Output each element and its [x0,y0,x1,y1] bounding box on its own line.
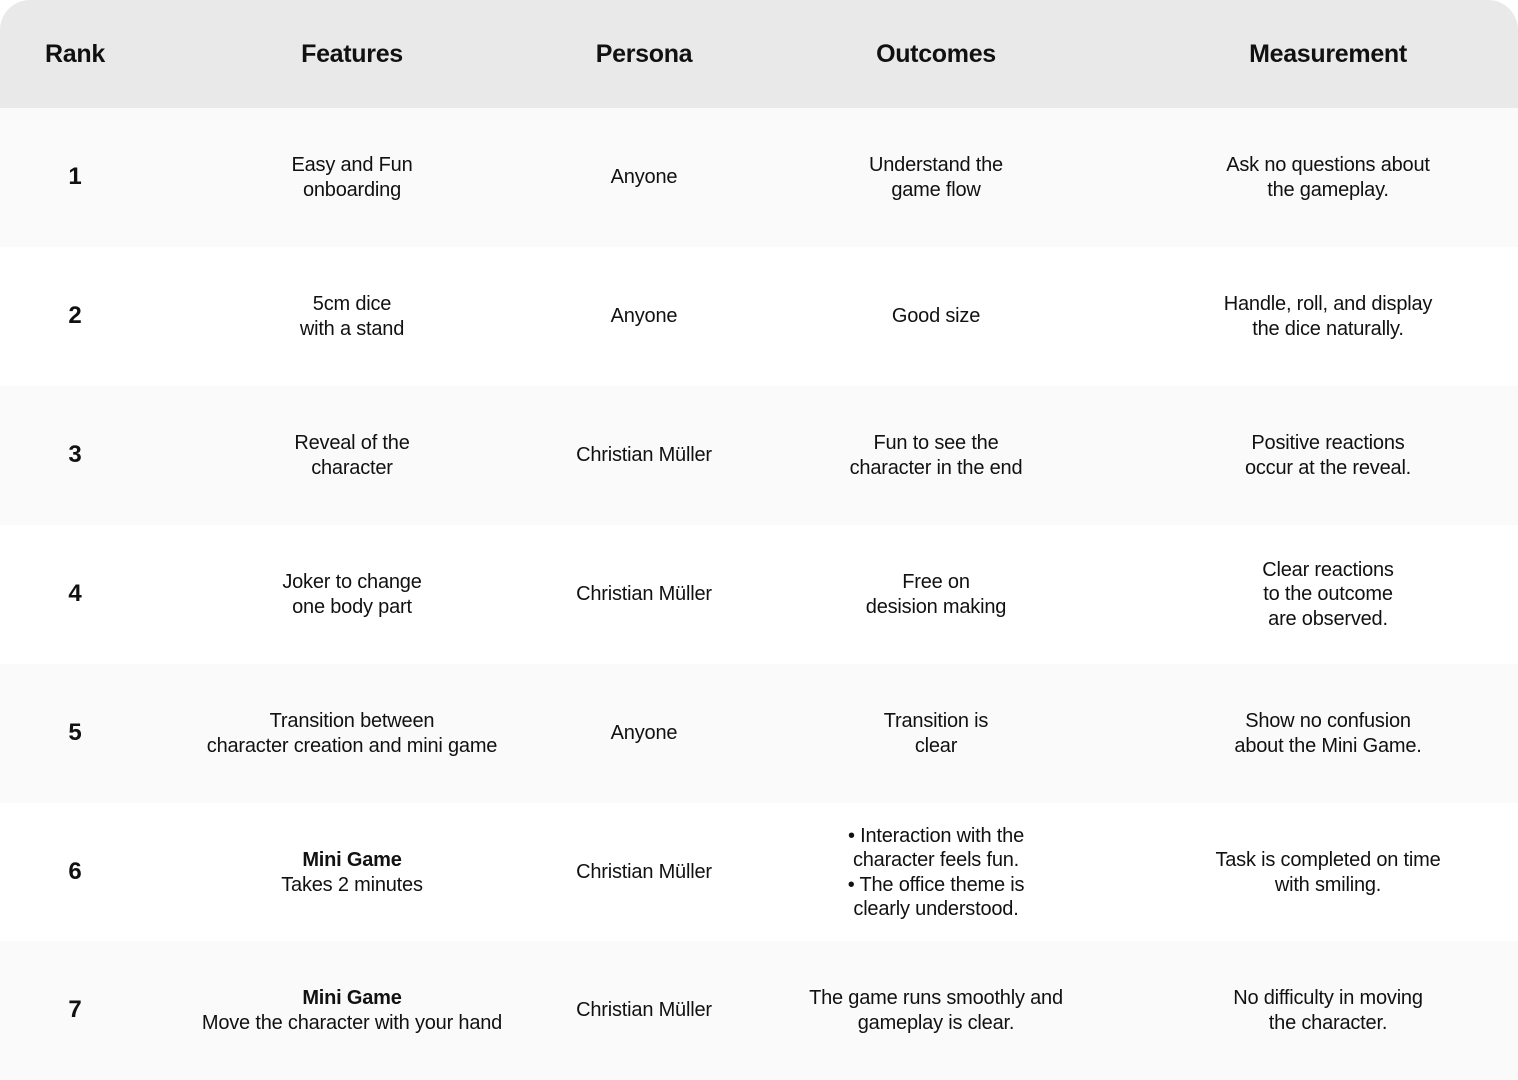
header-measurement: Measurement [1249,39,1407,68]
table-row [0,247,1518,386]
features-cell [150,247,554,386]
features-title: Mini Game [302,849,402,871]
features-cell [150,386,554,525]
measurement-cell [1138,803,1518,942]
measurement-line: the gameplay. [1267,178,1389,201]
persona-cell: Anyone [610,305,678,328]
features-line: character creation and mini game [206,734,498,757]
features-title: Mini Game [302,987,402,1009]
measurement-line: Show no confusion [1245,710,1411,732]
header-persona: Persona [595,39,693,68]
measurement-line: are observed. [1268,607,1388,630]
measurement-cell [1138,525,1518,664]
outcomes-line: character feels fun. [852,849,1020,871]
outcomes-cell [734,386,1138,525]
features-line: Move the character with your hand [201,1011,503,1034]
rank-cell: 6 [68,858,82,886]
outcomes-cell [734,247,1138,386]
header-features: Features [301,39,403,68]
features-cell [150,941,554,1080]
table-row [0,941,1518,1080]
rank-cell: 4 [68,580,82,608]
outcomes-line: Understand the [869,154,1003,176]
measurement-line: Task is completed on time [1215,849,1441,871]
measurement-line: to the outcome [1263,583,1393,606]
measurement-line: Ask no questions about [1226,154,1430,176]
measurement-line: Handle, roll, and display [1223,293,1433,315]
outcomes-line: Good size [891,305,981,328]
features-line: character [311,456,393,479]
table-row [0,664,1518,803]
outcomes-cell [734,803,1138,942]
features-line: Reveal of the [294,432,410,454]
measurement-cell [1138,247,1518,386]
persona-cell: Christian Müller [576,861,712,884]
table-row [0,386,1518,525]
features-line: Transition between [269,710,435,732]
header-outcomes: Outcomes [876,39,996,68]
features-line: Takes 2 minutes [281,873,423,896]
measurement-line: with smiling. [1274,873,1382,896]
outcomes-cell [734,941,1138,1080]
outcomes-bullet: • Interaction with the [847,824,1024,847]
measurement-cell [1138,941,1518,1080]
outcomes-bullet: • The office theme is [847,873,1025,896]
outcomes-cell [734,664,1138,803]
outcomes-line: Free on [902,571,970,593]
persona-cell: Christian Müller [576,583,712,606]
outcomes-line: desision making [865,595,1007,618]
persona-cell: Anyone [610,166,678,189]
features-cell [150,525,554,664]
header-rank: Rank [45,39,105,68]
rank-cell: 7 [68,996,82,1024]
outcomes-line: clear [914,734,958,757]
measurement-line: No difficulty in moving [1233,987,1423,1009]
outcomes-line: clearly understood. [853,898,1019,920]
measurement-line: occur at the reveal. [1244,456,1412,479]
table-row [0,525,1518,664]
outcomes-cell [734,525,1138,664]
features-line: 5cm dice [312,293,392,315]
measurement-cell [1138,386,1518,525]
outcomes-cell [734,108,1138,247]
features-line: with a stand [299,317,405,340]
features-line: Joker to change [282,571,422,593]
features-line: onboarding [302,178,402,201]
measurement-cell [1138,664,1518,803]
features-cell [150,664,554,803]
outcomes-line: The game runs smoothly and [809,987,1063,1009]
measurement-line: Clear reactions [1262,558,1394,581]
outcomes-line: game flow [891,178,981,201]
features-line: Easy and Fun [291,154,413,176]
table-row [0,803,1518,942]
outcomes-line: character in the end [849,456,1023,479]
rank-cell: 5 [68,719,82,747]
rank-cell: 2 [68,302,82,330]
measurement-line: about the Mini Game. [1234,734,1422,757]
features-line: one body part [292,595,412,618]
measurement-cell [1138,108,1518,247]
features-cell [150,108,554,247]
persona-cell: Christian Müller [576,444,712,467]
measurement-line: the dice naturally. [1252,317,1404,340]
rank-cell: 3 [68,441,82,469]
rank-cell: 1 [68,163,82,191]
persona-cell: Christian Müller [576,999,712,1022]
table-row [0,108,1518,247]
outcomes-line: Fun to see the [873,432,999,454]
persona-cell: Anyone [610,722,678,745]
features-cell [150,803,554,942]
measurement-line: Positive reactions [1251,432,1405,454]
measurement-line: the character. [1268,1011,1388,1034]
outcomes-line: gameplay is clear. [857,1011,1015,1034]
table-header [0,0,1518,108]
outcomes-line: Transition is [883,710,989,732]
